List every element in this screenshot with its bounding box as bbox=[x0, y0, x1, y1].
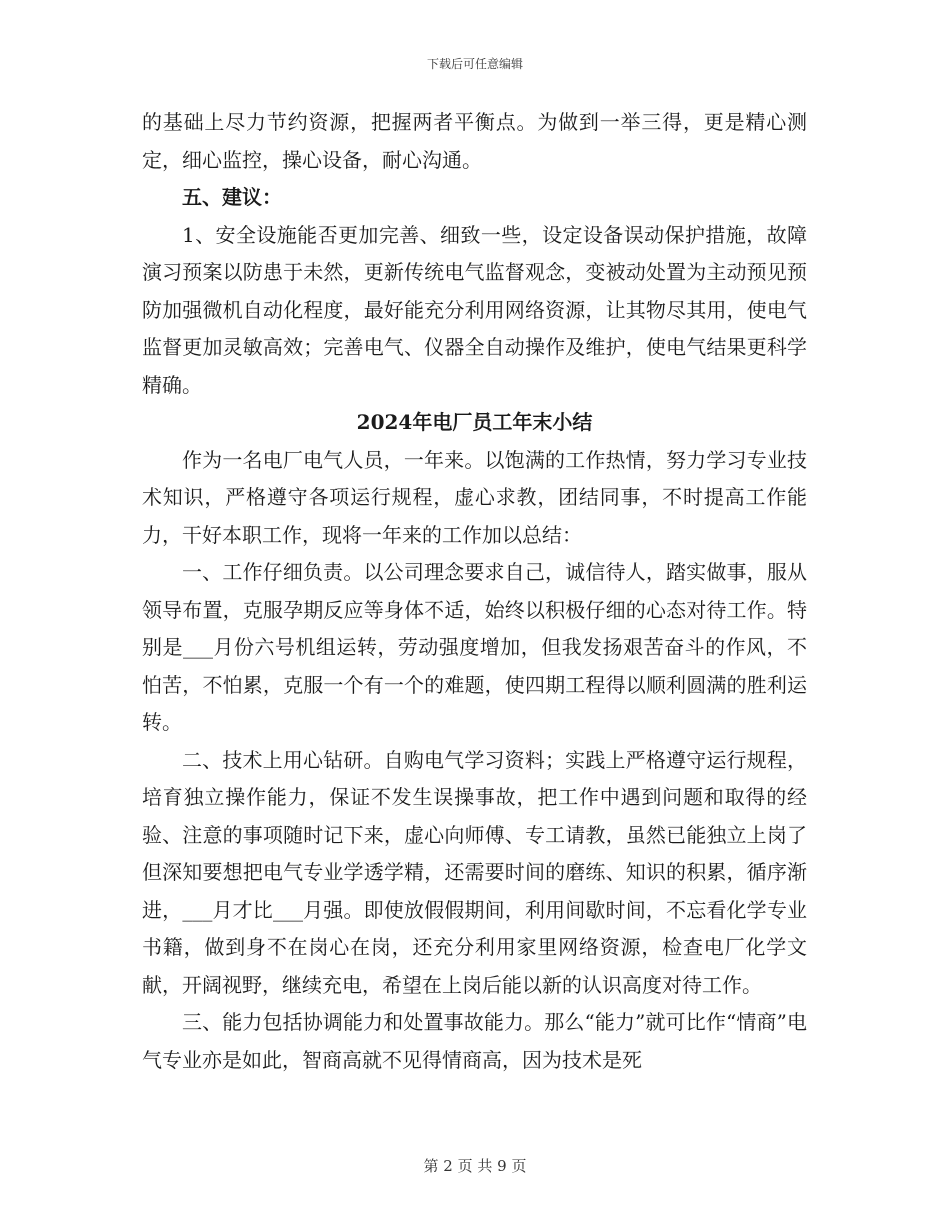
page-number-footer: 第 2 页 共 9 页 bbox=[423, 1157, 527, 1175]
paragraph-intro: 作为一名电厂电气人员，一年来。以饱满的工作热情，努力学习专业技术知识，严格遵守各项运行规程，虚心求教，团结同事，不时提高工作能力，干好本职工作，现将一年来的工作加以总结： bbox=[142, 447, 807, 547]
paragraph-continuation: 的基础上尽力节约资源，把握两者平衡点。为做到一举三得，更是精心测定，细心监控，操心设备，耐心沟通。 bbox=[142, 110, 807, 172]
paragraph-suggestion-1: 1、安全设施能否更加完善、细致一些，设定设备误动保护措施，故障演习预案以防患于未然，更新传统电气监督观念，变被动处置为主动预见预防加强微机自动化程度，最好能充分利用网络资源，让其物尽其用，使电气监督更加灵敏高效；完善电气、仪器全自动操作及维护，使电气结果更科学精确。 bbox=[142, 222, 807, 397]
paragraph-section-3: 三、能力包括协调能力和处置事故能力。那么“能力”就可比作“情商”电气专业亦是如此，智商高就不见得情商高，因为技术是死 bbox=[142, 1010, 807, 1072]
paragraph-section-1: 一、工作仔细负责。以公司理念要求自己，诚信待人，踏实做事，服从领导布置，克服孕期反应等身体不适，始终以积极仔细的心态对待工作。特别是___月份六号机组运转，劳动强度增加，但我发扬艰苦奋斗的作风，不怕苦，不怕累，克服一个有一个的难题，使四期工程得以顺利圆满的胜利运转。 bbox=[142, 560, 807, 734]
page-header: 下载后可任意编辑 bbox=[426, 57, 523, 71]
document-body bbox=[142, 104, 807, 1079]
document-title: 2024年电厂员工年末小结 bbox=[356, 410, 593, 434]
section-heading-suggestions: 五、建议： bbox=[182, 185, 282, 209]
paragraph-section-2: 二、技术上用心钻研。自购电气学习资料；实践上严格遵守运行规程，培育独立操作能力，保证不发生误操事故，把工作中遇到问题和取得的经验、注意的事项随时记下来，虚心向师傅、专工请教，虽然已能独立上岗了但深知要想把电气专业学透学精，还需要时间的磨练、知识的积累，循序渐进，___月才比___月强。即使放假假期间，利用间歇时间，不忘看化学专业书籍，做到身不在岗心在岗，还充分利用家里网络资源，检查电厂化学文献，开阔视野，继续充电，希望在上岗后能以新的认识高度对待工作。 bbox=[142, 747, 807, 997]
